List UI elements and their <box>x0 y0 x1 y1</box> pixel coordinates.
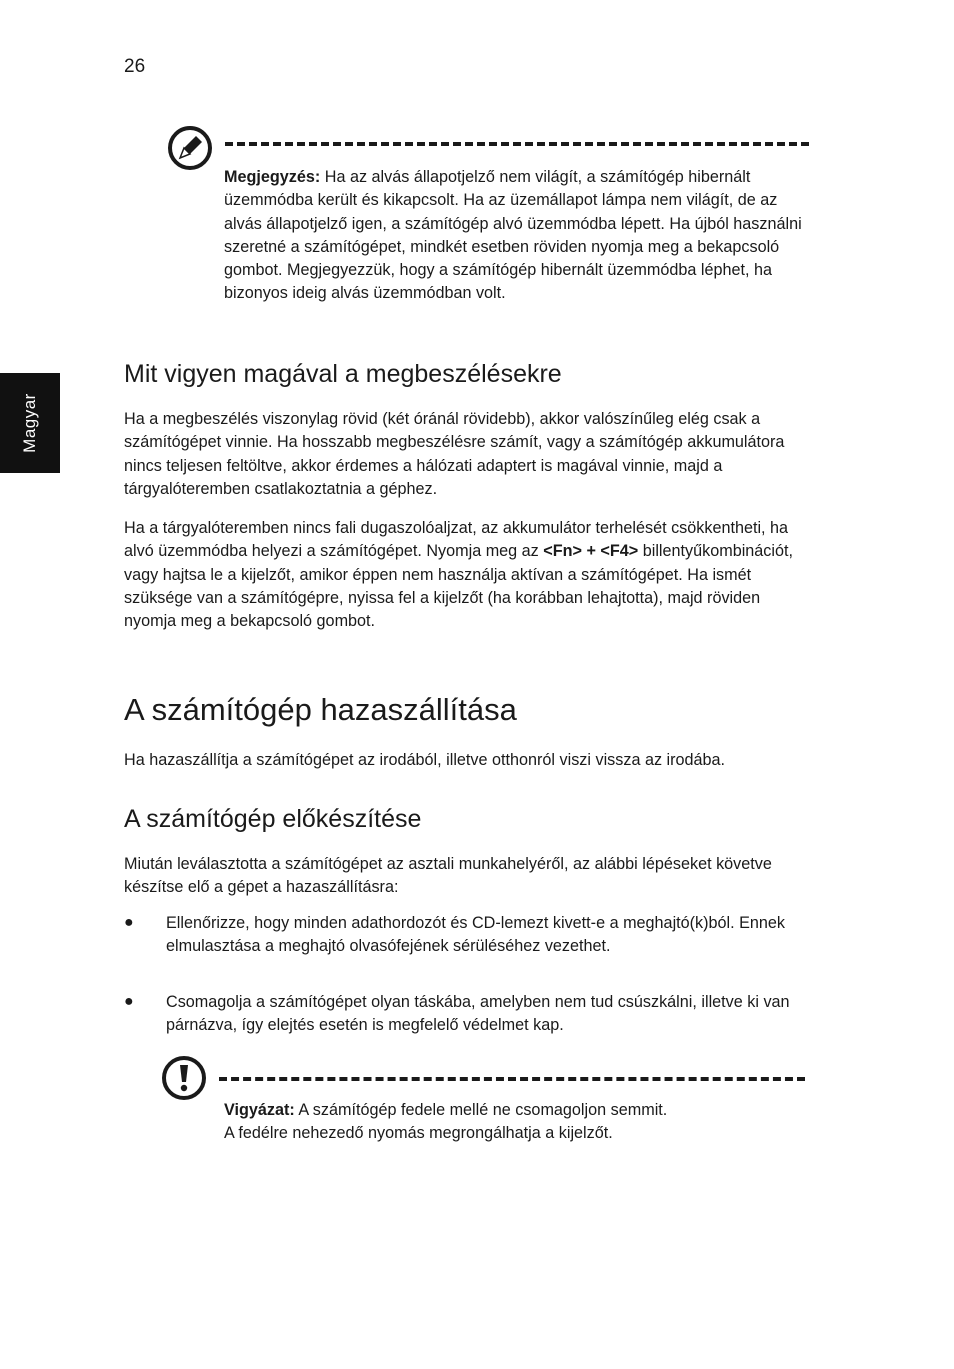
list-item <box>166 991 806 1038</box>
pencil-note-icon <box>166 124 214 172</box>
para2-end: billentyűkombinációt, vagy hajtsa le a kijelzőt, amikor éppen nem használja aktívan a számítógépet. Ha ismét szüksége van a számítógépre, nyissa fel a kijelzőt (ha korábban lehajtotta), majd röviden nyomja meg a bekapcsoló gombot. <box>124 542 793 631</box>
note-divider <box>225 142 809 146</box>
bullet-marker-2: ● <box>124 993 134 1010</box>
exclamation-caution-icon <box>160 1054 208 1102</box>
section1-paragraph-2 <box>124 517 814 633</box>
section2-para-text: Ha hazaszállítja a számítógépet az irodából, illetve otthonról viszi vissza az irodába. <box>124 751 726 769</box>
para2-start: Ha a tárgyalóteremben nincs fali dugaszolóaljzat, az akkumulátor terhelését csökkentheti, ha alvó üzemmódba helyezi a számítógépet. Nyomja meg az <box>124 519 789 561</box>
caution-line-2: A fedélre nehezedő nyomás megrongálhatja a kijelzőt. <box>224 1124 613 1143</box>
side-tab-label: Magyar <box>20 393 39 453</box>
section-heading-meetings: Mit vigyen magával a megbeszélésekre <box>124 360 562 388</box>
bullet-marker-1: ● <box>124 914 134 931</box>
page-number: 26 <box>124 56 146 77</box>
language-side-tab <box>0 373 60 473</box>
section2-paragraph <box>124 749 824 772</box>
note-label: Megjegyzés: <box>224 168 321 186</box>
list-item-text-2: Csomagolja a számítógépet olyan táskába, amelyben nem tud csúszkálni, illetve ki van párnázva, így elejtés esetén is megfelelő védelmet kap. <box>166 993 790 1035</box>
caution-label: Vigyázat: <box>224 1101 295 1119</box>
note-body: Ha az alvás állapotjelző nem világít, a számítógép hibernált üzemmódba került és kikapcsolt. Ha az üzemállapot lámpa nem világít, de az alvás állapotjelző igen, a számítógép alvó üzemmódba lépett. Ha újból használni szeretné a számítógépet, mindkét esetben röviden nyomja meg a bekapcsoló gombot. Megjegyezzük, hogy a számítógép hibernált üzemmódba léphet, ha bizonyos ideig alvás üzemmódban volt. <box>224 168 802 303</box>
section1-para1-text: Ha a megbeszélés viszonylag rövid (két óránál rövidebb), akkor valószínűleg elég csak a számítógépet vinnie. Ha hosszabb megbeszélésre számít, vagy a számítógép akkumulátora nincs teljesen feltöltve, akkor érdemes a hálózati adaptert is magával vinnie, majd a tárgyalóteremben csatlakoztatnia a géphez. <box>124 410 785 498</box>
caution-divider <box>219 1077 805 1081</box>
list-item-text-1: Ellenőrizze, hogy minden adathordozót és CD-lemezt kivett-e a meghajtó(k)ból. Ennek elmulasztása a meghajtó olvasófejének sérüléséhez vezethet. <box>166 914 786 956</box>
section1-paragraph-1 <box>124 408 814 501</box>
section-heading-preparation: A számítógép előkészítése <box>124 805 422 833</box>
section-heading-transport-home: A számítógép hazaszállítása <box>124 692 517 727</box>
caution-line-1: A számítógép fedele mellé ne csomagoljon semmit. <box>294 1101 668 1119</box>
section3-intro-text: Miután leválasztotta a számítógépet az asztali munkahelyéről, az alábbi lépéseket követve készítse elő a gépet a hazaszállításra: <box>124 855 772 897</box>
caution-text <box>224 1099 810 1146</box>
section3-intro <box>124 853 814 900</box>
list-item <box>166 912 806 959</box>
note-text <box>224 166 810 306</box>
key-combo: <Fn> + <F4> <box>543 542 639 561</box>
